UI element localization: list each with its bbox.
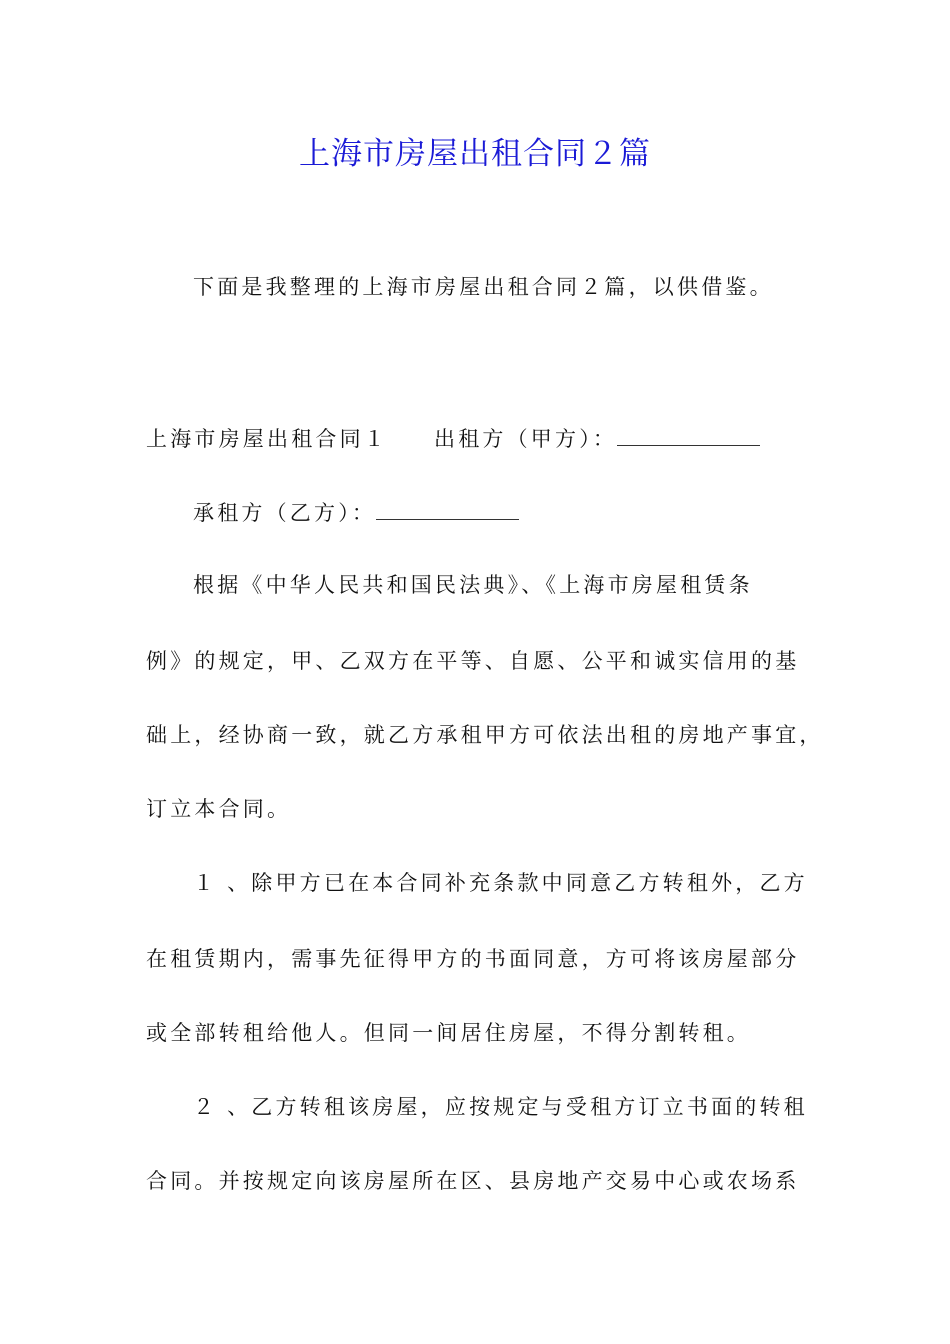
document-title: 上海市房屋出租合同２篇	[299, 136, 651, 172]
clause1-line-2: 在租赁期内，需事先征得甲方的书面同意，方可将该房屋部分	[146, 947, 800, 971]
preamble-line-4: 订立本合同。	[146, 797, 292, 821]
clause2-line-1: ２ 、乙方转租该房屋，应按规定与受租方订立书面的转租	[193, 1095, 808, 1119]
lessor-label: 出租方（甲方）：	[434, 427, 618, 451]
intro-paragraph: 下面是我整理的上海市房屋出租合同２篇，以供借鉴。	[193, 275, 774, 299]
lessee-blank	[376, 501, 519, 520]
preamble-line-1: 根据《中华人民共和国民法典》、《上海市房屋租赁条	[193, 573, 753, 597]
clause2-line-2: 合同。并按规定向该房屋所在区、县房地产交易中心或农场系	[146, 1169, 800, 1193]
clause1-line-3: 或全部转租给他人。但同一间居住房屋，不得分割转租。	[146, 1021, 751, 1045]
preamble-line-3: 础上，经协商一致，就乙方承租甲方可依法出租的房地产事宜，	[146, 723, 824, 747]
lessee-label: 承租方（乙方）：	[193, 501, 377, 525]
lessor-blank	[617, 427, 760, 446]
preamble-line-2: 例》的规定，甲、乙双方在平等、自愿、公平和诚实信用的基	[146, 649, 800, 673]
contract-heading: 上海市房屋出租合同１	[146, 427, 388, 451]
contract-heading-line	[146, 424, 816, 454]
lessee-line	[193, 498, 863, 528]
clause1-line-1: １ 、除甲方已在本合同补充条款中同意乙方转租外，乙方	[193, 871, 808, 895]
